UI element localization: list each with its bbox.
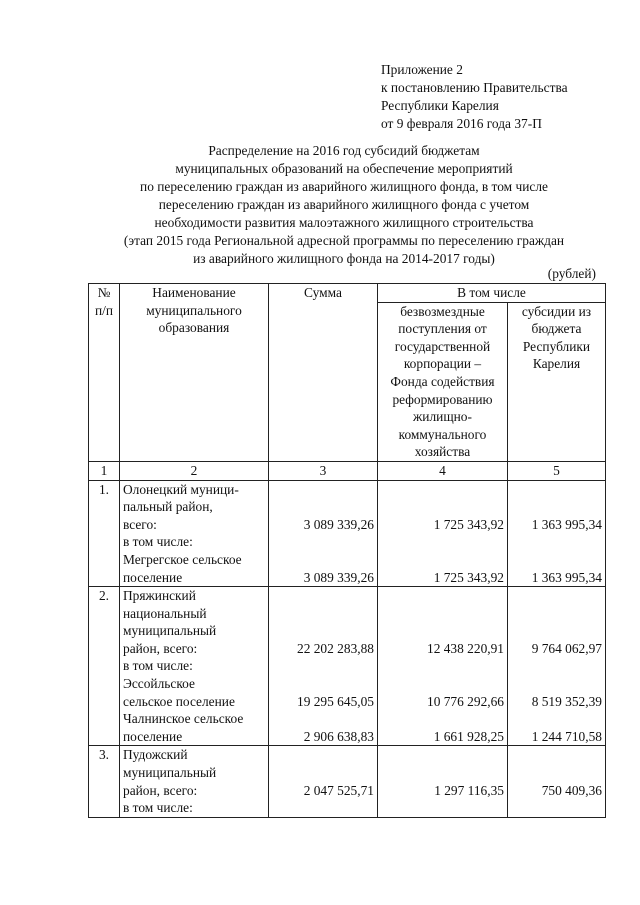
- units-label: (рублей): [547, 266, 596, 281]
- header-subsidy-line-1: субсидии из: [521, 303, 592, 319]
- column-number-2: 2: [120, 461, 269, 480]
- name-line: Эссойльское: [123, 676, 195, 692]
- title-line-5: необходимости развития малоэтажного жилищного строительства: [154, 215, 534, 230]
- table-row: [89, 746, 606, 817]
- name-line: Пряжинский: [123, 588, 196, 604]
- sub-fund: 1 725 343,92: [433, 569, 504, 585]
- name-line: национальный: [123, 605, 207, 621]
- appendix-block: [381, 61, 568, 133]
- total-sum: 2 047 525,71: [303, 782, 374, 798]
- name-line: в том числе:: [123, 534, 193, 550]
- table-row: [89, 587, 606, 746]
- total-fund: 1 297 116,35: [434, 782, 504, 798]
- name-line: пальный район,: [123, 499, 213, 515]
- sub1-sum: 19 295 645,05: [297, 693, 374, 709]
- header-fund-line-2: поступления от: [398, 321, 487, 337]
- header-fund-line-5: Фонда содействия: [390, 373, 495, 389]
- header-number-line-1: №: [97, 285, 111, 300]
- row-number: 2.: [89, 587, 120, 746]
- title-line-7: из аварийного жилищного фонда на 2014-2017 годы): [193, 251, 495, 266]
- municipality-name: [120, 746, 269, 817]
- name-line: Олонецкий муници-: [123, 481, 239, 497]
- sum-cell: [269, 746, 378, 817]
- total-sum: 3 089 339,26: [303, 516, 374, 532]
- header-number-line-2: п/п: [94, 302, 114, 318]
- appendix-line-1: Приложение 2: [381, 62, 463, 77]
- row-number: 3.: [89, 746, 120, 817]
- fund-cell: [378, 746, 508, 817]
- total-subsidy: 1 363 995,34: [531, 516, 602, 532]
- column-number-4: 4: [378, 461, 508, 480]
- sub2-subsidy: 1 244 710,58: [531, 728, 602, 744]
- header-name: [120, 284, 269, 462]
- title-line-3: по переселению граждан из аварийного жилищного фонда, в том числе: [140, 179, 548, 194]
- fund-cell: [378, 480, 508, 587]
- total-fund: 12 438 220,91: [427, 640, 504, 656]
- name-line: муниципальный: [123, 623, 217, 639]
- header-subsidy-line-4: Карелия: [532, 356, 581, 372]
- total-subsidy: 750 409,36: [541, 782, 602, 798]
- name-line: всего:: [123, 516, 157, 532]
- subsidy-cell: [508, 480, 606, 587]
- sub-subsidy: 1 363 995,34: [531, 569, 602, 585]
- title-line-6: (этап 2015 года Региональной адресной программы по переселению граждан: [123, 233, 565, 248]
- sub-sum: 3 089 339,26: [303, 569, 374, 585]
- municipality-name: [120, 587, 269, 746]
- subsidy-cell: [508, 746, 606, 817]
- name-line: Мегрегское сельское: [123, 551, 242, 567]
- header-row-1: [89, 284, 606, 303]
- header-subsidy: [508, 302, 606, 461]
- column-number-3: 3: [269, 461, 378, 480]
- name-line: сельское поселение: [123, 693, 235, 709]
- header-fund-line-8: коммунального: [398, 426, 487, 442]
- header-subsidy-line-2: бюджета: [531, 321, 582, 337]
- name-line: Пудожский: [123, 747, 188, 763]
- document-title: [80, 142, 608, 268]
- header-number: [89, 284, 120, 462]
- header-name-line-3: образования: [158, 320, 230, 336]
- sub2-fund: 1 661 928,25: [433, 728, 504, 744]
- header-name-line-2: муниципального: [146, 302, 242, 318]
- appendix-line-4: от 9 февраля 2016 года 37-П: [381, 116, 542, 131]
- header-including: В том числе: [378, 284, 606, 303]
- column-number-1: 1: [89, 461, 120, 480]
- row-number: 1.: [89, 480, 120, 587]
- municipality-name: [120, 480, 269, 587]
- fund-cell: [378, 587, 508, 746]
- column-number-5: 5: [508, 461, 606, 480]
- name-line: район, всего:: [123, 782, 198, 798]
- header-fund: [378, 302, 508, 461]
- subsidy-table: [88, 283, 606, 818]
- total-fund: 1 725 343,92: [433, 516, 504, 532]
- name-line: в том числе:: [123, 800, 193, 816]
- appendix-line-2: к постановлению Правительства: [381, 80, 568, 95]
- sub1-fund: 10 776 292,66: [427, 693, 504, 709]
- header-fund-line-7: жилищно-: [413, 409, 472, 425]
- name-line: поселение: [123, 728, 183, 744]
- column-number-row: [89, 461, 606, 480]
- header-fund-line-9: хозяйства: [414, 444, 471, 460]
- header-fund-line-3: государственной: [394, 338, 491, 354]
- table-row: [89, 480, 606, 587]
- header-subsidy-line-3: Республики: [522, 338, 591, 354]
- header-fund-line-1: безвозмездные: [400, 303, 485, 319]
- title-line-4: переселению граждан из аварийного жилищного фонда с учетом: [158, 197, 530, 212]
- sub2-sum: 2 906 638,83: [303, 728, 374, 744]
- name-line: район, всего:: [123, 640, 198, 656]
- sum-cell: [269, 587, 378, 746]
- name-line: муниципальный: [123, 765, 217, 781]
- sum-cell: [269, 480, 378, 587]
- total-sum: 22 202 283,88: [297, 640, 374, 656]
- header-fund-line-4: корпорации –: [403, 356, 482, 372]
- title-line-1: Распределение на 2016 год субсидий бюджетам: [208, 143, 480, 158]
- total-subsidy: 9 764 062,97: [531, 640, 602, 656]
- header-name-line-1: Наименование: [152, 285, 236, 300]
- name-line: поселение: [123, 569, 183, 585]
- subsidy-cell: [508, 587, 606, 746]
- sub1-subsidy: 8 519 352,39: [531, 693, 602, 709]
- title-line-2: муниципальных образований на обеспечение мероприятий: [175, 161, 513, 176]
- name-line: в том числе:: [123, 658, 193, 674]
- name-line: Чалнинское сельское: [123, 711, 244, 727]
- header-sum: Сумма: [269, 284, 378, 462]
- appendix-line-3: Республики Карелия: [381, 98, 499, 113]
- header-fund-line-6: реформированию: [392, 391, 493, 407]
